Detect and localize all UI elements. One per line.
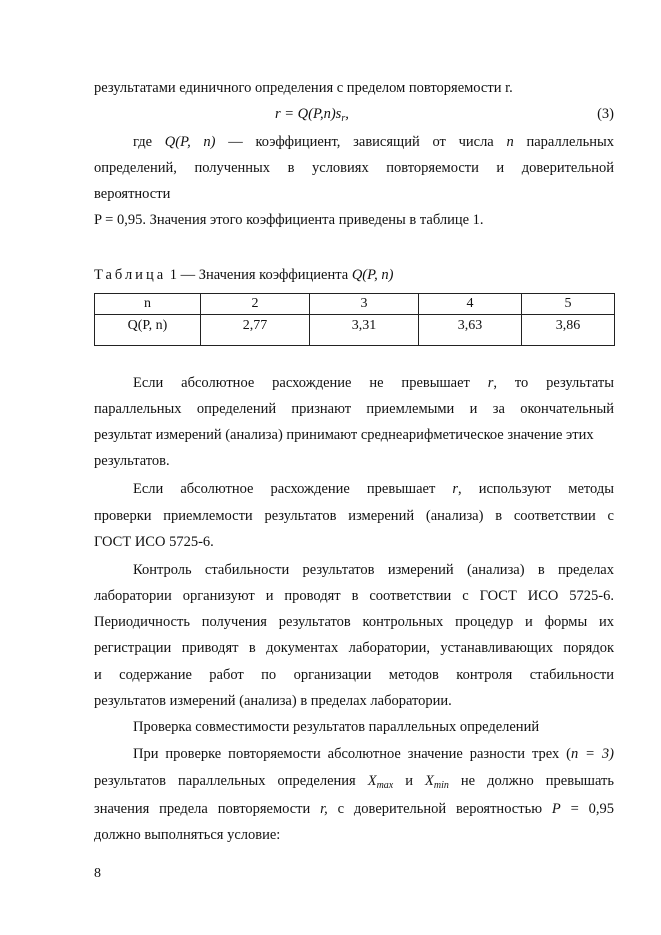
- table-cell: 3,63: [419, 315, 522, 346]
- paragraph-where-line-2: определений, полученных в условиях повторяемости и доверительной: [94, 160, 614, 176]
- formula-number: (3): [597, 106, 614, 122]
- table-cell: 5: [522, 294, 615, 315]
- table-cell: Q(P, n): [95, 315, 201, 346]
- paragraph-exceed-line-3: ГОСТ ИСО 5725-6.: [94, 534, 214, 550]
- formula-expression: $r = Q(P,n)s_r$,: [275, 106, 349, 124]
- paragraph-repeat-line-1: При проверке повторяемости абсолютное значение разности трех (n = 3): [133, 746, 614, 762]
- table-cell: 3: [310, 294, 419, 315]
- paragraph-control-line-6: результатов измерений (анализа) в пределах лаборатории.: [94, 693, 452, 709]
- table-cell: 2,77: [201, 315, 310, 346]
- paragraph-control-line-4: регистрации приводят в документах лаборатории, устанавливающих порядок: [94, 640, 614, 656]
- table-cell: 4: [419, 294, 522, 315]
- paragraph-accept-line-1: Если абсолютное расхождение не превышает r, то результаты: [133, 375, 614, 391]
- section-heading-compatibility: Проверка совместимости результатов параллельных определений: [133, 719, 540, 735]
- paragraph-repeat-line-2: результатов параллельных определения $X_{max}$ и $X_{min}$ не должно превышать: [94, 773, 614, 791]
- table-cell: n: [95, 294, 201, 315]
- paragraph-repeat-line-3: значения предела повторяемости r, с доверительной вероятностью P = 0,95: [94, 801, 614, 817]
- table-header-row: [95, 294, 615, 315]
- paragraph-repeat-line-4: должно выполняться условие:: [94, 827, 281, 843]
- paragraph-control-line-1: Контроль стабильности результатов измерений (анализа) в пределах: [133, 562, 614, 578]
- table-caption: Таблица 1 — Значения коэффициента Q(P, n): [94, 267, 394, 283]
- table-cell: 2: [201, 294, 310, 315]
- paragraph-where-line-3: вероятности: [94, 186, 171, 202]
- paragraph-exceed-line-1: Если абсолютное расхождение превышает r, используют методы: [133, 481, 614, 497]
- paragraph-where-line-4: P = 0,95. Значения этого коэффициента приведены в таблице 1.: [94, 212, 484, 228]
- table-cell: 3,31: [310, 315, 419, 346]
- paragraph-control-line-3: Периодичность получения результатов контрольных процедур и формы их: [94, 614, 614, 630]
- coefficient-table: [94, 293, 615, 346]
- page-number: 8: [94, 866, 101, 881]
- paragraph-control-line-2: лаборатории организуют и проводят в соответствии с ГОСТ ИСО 5725-6.: [94, 588, 614, 604]
- table-value-row: [95, 315, 615, 346]
- paragraph-accept-line-2: параллельных определений признают приемлемыми и за окончательный: [94, 401, 614, 417]
- text-line-repeatability-limit: результатами единичного определения с пределом повторяемости r.: [94, 80, 513, 96]
- table-cell: 3,86: [522, 315, 615, 346]
- paragraph-accept-line-4: результатов.: [94, 453, 170, 469]
- paragraph-exceed-line-2: проверки приемлемости результатов измерений (анализа) в соответствии с: [94, 508, 614, 524]
- paragraph-where-line-1: где Q(P, n) — коэффициент, зависящий от числа n параллельных: [133, 134, 614, 150]
- paragraph-control-line-5: и содержание работ по организации методов контроля стабильности: [94, 667, 614, 683]
- paragraph-accept-line-3: результат измерений (анализа) принимают среднеарифметическое значение этих: [94, 427, 594, 443]
